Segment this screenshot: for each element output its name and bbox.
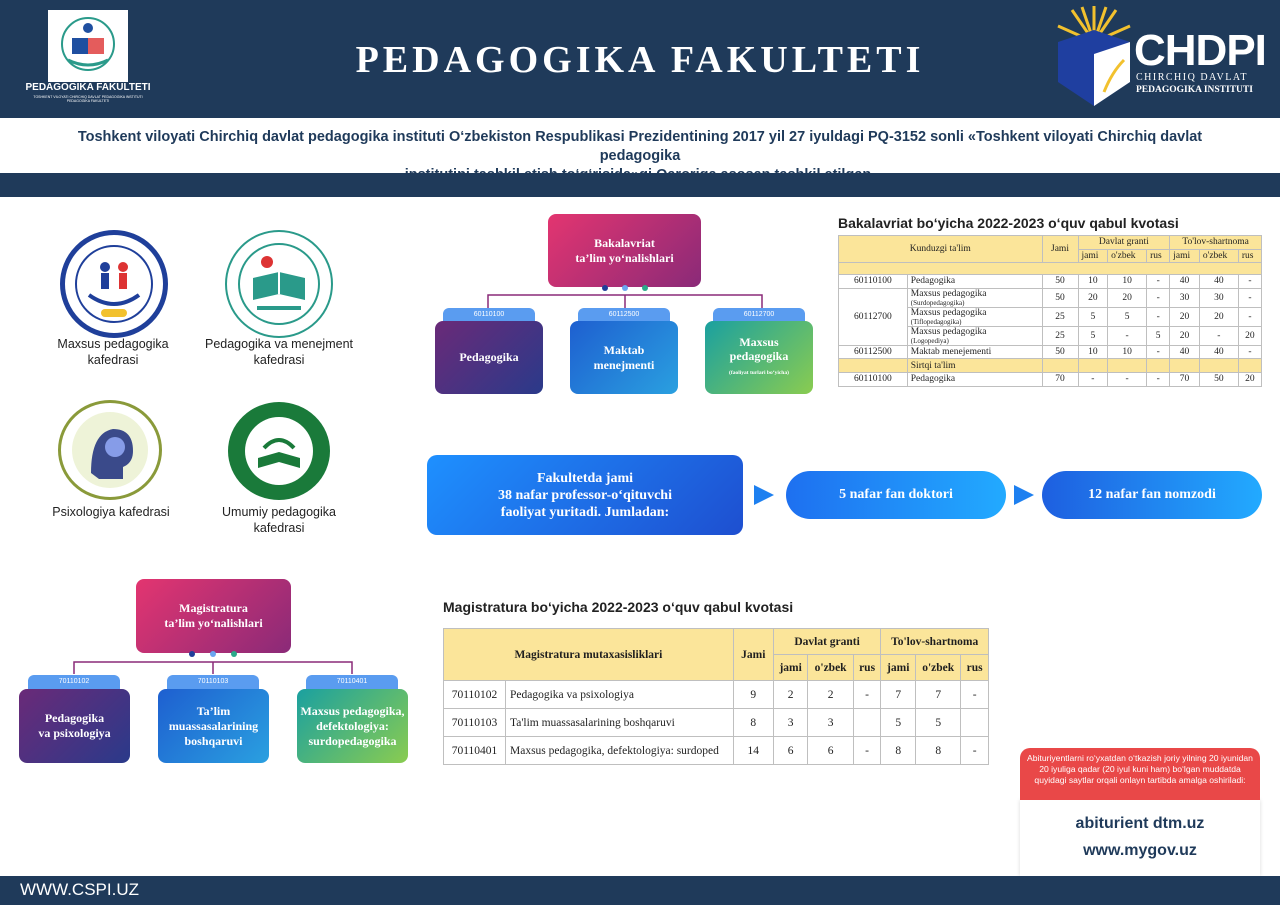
arrow-right-icon	[1012, 484, 1036, 506]
people-hands-icon	[65, 235, 163, 333]
master-directions-header: Magistratura ta’lim yo‘nalishlari	[136, 579, 291, 653]
pedagogika-menejment-logo	[225, 230, 333, 338]
intro-line1: Toshkent viloyati Chirchiq davlat pedagogika instituti O‘zbekiston Respublikasi Prezidentining 2017 yil 27 iyuldagi PQ-3152 sonli «Toshkent viloyati Chirchiq davlat pedagogika	[77, 129, 1203, 164]
dept-label-umumiy-pedagogika: Umumiy pedagogika kafedrasi	[222, 505, 336, 535]
admission-links-card	[1020, 800, 1260, 876]
decor-dot	[602, 285, 608, 291]
decor-dot	[189, 651, 195, 657]
umumiy-pedagogika-logo	[228, 402, 330, 500]
head-brain-icon	[61, 403, 159, 497]
bachelor-table-title: Bakalavriat bo‘yicha 2022-2023 o‘quv qabul kvotasi	[838, 215, 1179, 231]
bachelor-quota-table: Kunduzgi ta'lim Jami Davlat granti To'lov-shartnoma jami o'zbek rus jami o'zbek rus 60110100 Pedagogika 50 10 10 - 40 40 - 60112700 Maxsus pedagogika (Surdopedagogika) 50 20 20 - 30 30 - Maxsus pedagogika (Tiflopedagogika) 25 5 5 - 20 20 - Maxsus pedagogika (Logopediya) 25 5 - 5 20 - 20 60112500 Maktab menejementi 50 10 10 - 40 40 - Sirtqi ta'lim 60110100 Pedagogika 70 - - - 70 50 20	[838, 235, 1262, 387]
program-code-tab: 60112700	[713, 308, 805, 322]
faculty-logo-caption: TOSHKENT VILOYATI CHIRCHIQ DAVLAT PEDAGOGIKA INSTITUTI PEDAGOGIKA FAKULTETI	[33, 95, 143, 103]
website-link[interactable]: WWW.CSPI.UZ	[20, 880, 139, 899]
link-dtm[interactable]: abiturient dtm.uz	[1075, 815, 1205, 832]
doctors-count-pill: 5 nafar fan doktori	[786, 471, 1006, 519]
dept-label-maxsus: Maxsus pedagogika kafedrasi	[57, 337, 169, 367]
candidates-count-pill: 12 nafar fan nomzodi	[1042, 471, 1262, 519]
dept-label-pedagogika-menejment: Pedagogika va menejment kafedrasi	[204, 337, 353, 367]
book-icon	[227, 232, 331, 336]
institute-logo-line1: CHIRCHIQ DAVLAT	[1136, 72, 1249, 83]
master-table-title: Magistratura bo‘yicha 2022-2023 o‘quv qabul kvotasi	[443, 599, 794, 615]
decor-dot	[210, 651, 216, 657]
institute-logo-abbr: CHDPI	[1134, 26, 1266, 75]
program-code-tab: 70110401	[306, 675, 398, 689]
open-book-icon	[228, 402, 330, 500]
decor-dot	[231, 651, 237, 657]
decor-dot	[622, 285, 628, 291]
program-box-pedagogika: Pedagogika	[435, 321, 543, 394]
program-code-tab: 60112500	[578, 308, 670, 322]
program-code-tab: 70110102	[28, 675, 120, 689]
master-program-box-1: Pedagogika va psixologiya	[19, 689, 130, 763]
footer-bar	[0, 876, 1280, 905]
dept-label-psixologiya: Psixologiya kafedrasi	[52, 505, 170, 519]
link-mygov[interactable]: www.mygov.uz	[1083, 842, 1197, 859]
master-quota-table: Magistratura mutaxasisliklari Jami Davlat granti To'lov-shartnoma jami o'zbek rus jami o'zbek rus 70110102 Pedagogika va psixologiya 9 2 2 - 7 7 - 70110103 Ta'lim muassasalarining boshqaruvi 8 3 3 5 5 70110401 Maxsus pedagogika, defektologiya: surdoped 14 6 6 - 8 8 -	[443, 628, 989, 765]
institute-logo-line2: PEDAGOGIKA INSTITUTI	[1136, 85, 1253, 95]
staff-total-box: Fakultetda jami 38 nafar professor-o‘qituvchi faoliyat yuritadi. Jumladan:	[427, 455, 743, 535]
program-box-maktab: Maktab menejmenti	[570, 321, 678, 394]
page-title: PEDAGOGIKA FAKULTETI	[355, 39, 925, 81]
psixologiya-logo	[58, 400, 162, 500]
institute-emblem-icon	[1052, 2, 1136, 112]
master-program-box-3: Maxsus pedagogika, defektologiya: surdopedagogika	[297, 689, 408, 763]
program-code-tab: 70110103	[167, 675, 259, 689]
program-code-tab: 60110100	[443, 308, 535, 322]
bachelor-directions-header: Bakalavriat ta’lim yo‘nalishlari	[548, 214, 701, 287]
faculty-logo-name: PEDAGOGIKA FAKULTETI	[25, 82, 151, 93]
admission-notice: Abituriyentlarni ro‘yxatdan o‘tkazish joriy yilning 20 iyunidan 20 iyuliga qadar (20 iyul kuni ham) bo‘lgan muddatda quyidagi saytlar orqali onlayn tartibda amalga oshiriladi:	[1020, 748, 1260, 800]
master-program-box-2: Ta’lim muassasalarining boshqaruvi	[158, 689, 269, 763]
decor-dot	[642, 285, 648, 291]
program-box-maxsus: Maxsus pedagogika (faoliyat turlari bo‘yicha)	[705, 321, 813, 394]
arrow-right-icon	[752, 484, 776, 506]
divider-bar	[0, 173, 1280, 197]
maxsus-pedagogika-logo	[60, 230, 168, 338]
